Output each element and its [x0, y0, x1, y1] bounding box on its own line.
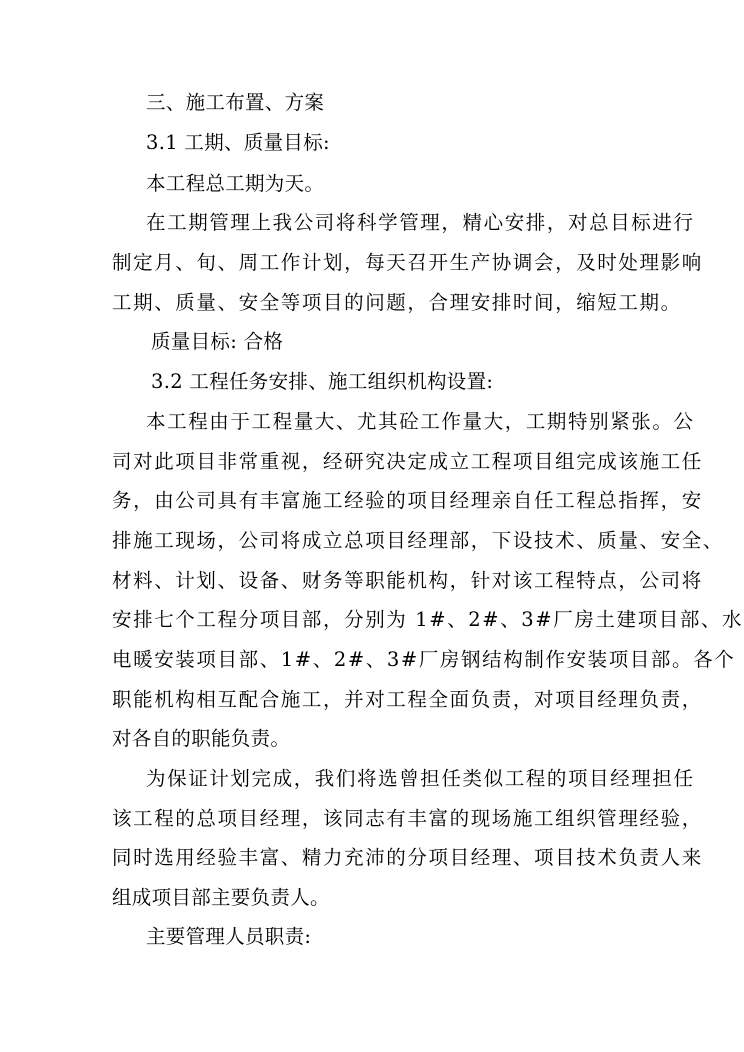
paragraph-line: 电暖安装项目部、1#、2#、3#厂房钢结构制作安装项目部。各个 — [112, 648, 736, 671]
paragraph-line: 材料、计划、设备、财务等职能机构，针对该工程特点，公司将 — [112, 569, 703, 592]
paragraph-line: 质量目标: 合格 — [151, 330, 284, 353]
paragraph-line: 务，由公司具有丰富施工经验的项目经理亲自任工程总指挥，安 — [112, 489, 703, 512]
paragraph-line: 职能机构相互配合施工，并对工程全面负责，对项目经理负责， — [112, 688, 703, 711]
paragraph-line: 组成项目部主要负责人。 — [112, 886, 330, 909]
paragraph-line: 在工期管理上我公司将科学管理，精心安排，对总目标进行 — [146, 211, 695, 234]
paragraph-line: 主要管理人员职责: — [146, 925, 312, 948]
paragraph-line: 对各自的职能负责。 — [112, 727, 291, 750]
section-heading: 三、施工布置、方案 — [146, 91, 325, 114]
paragraph-line: 安排七个工程分项目部，分别为 1#、2#、3#厂房土建项目部、水 — [112, 608, 744, 631]
paragraph-line: 本工程总工期为天。 — [146, 172, 325, 195]
paragraph-line: 同时选用经验丰富、精力充沛的分项目经理、项目技术负责人来 — [112, 846, 703, 869]
paragraph-line: 为保证计划完成，我们将选曾担任类似工程的项目经理担任 — [146, 767, 695, 790]
subsection-heading: 3.2 工程任务安排、施工组织机构设置: — [151, 370, 494, 393]
paragraph-line: 排施工现场，公司将成立总项目经理部，下设技术、质量、安全、 — [112, 529, 724, 552]
paragraph-line: 司对此项目非常重视，经研究决定成立工程项目组完成该施工任 — [112, 450, 703, 473]
paragraph-line: 本工程由于工程量大、尤其砼工作量大，工期特别紧张。公 — [146, 410, 695, 433]
paragraph-line: 工期、质量、安全等项目的问题，合理安排时间，缩短工期。 — [112, 291, 682, 314]
paragraph-line: 制定月、旬、周工作计划，每天召开生产协调会，及时处理影响 — [112, 251, 703, 274]
paragraph-line: 该工程的总项目经理，该同志有丰富的现场施工组织管理经验， — [112, 807, 703, 830]
subsection-heading: 3.1 工期、质量目标: — [146, 131, 330, 154]
